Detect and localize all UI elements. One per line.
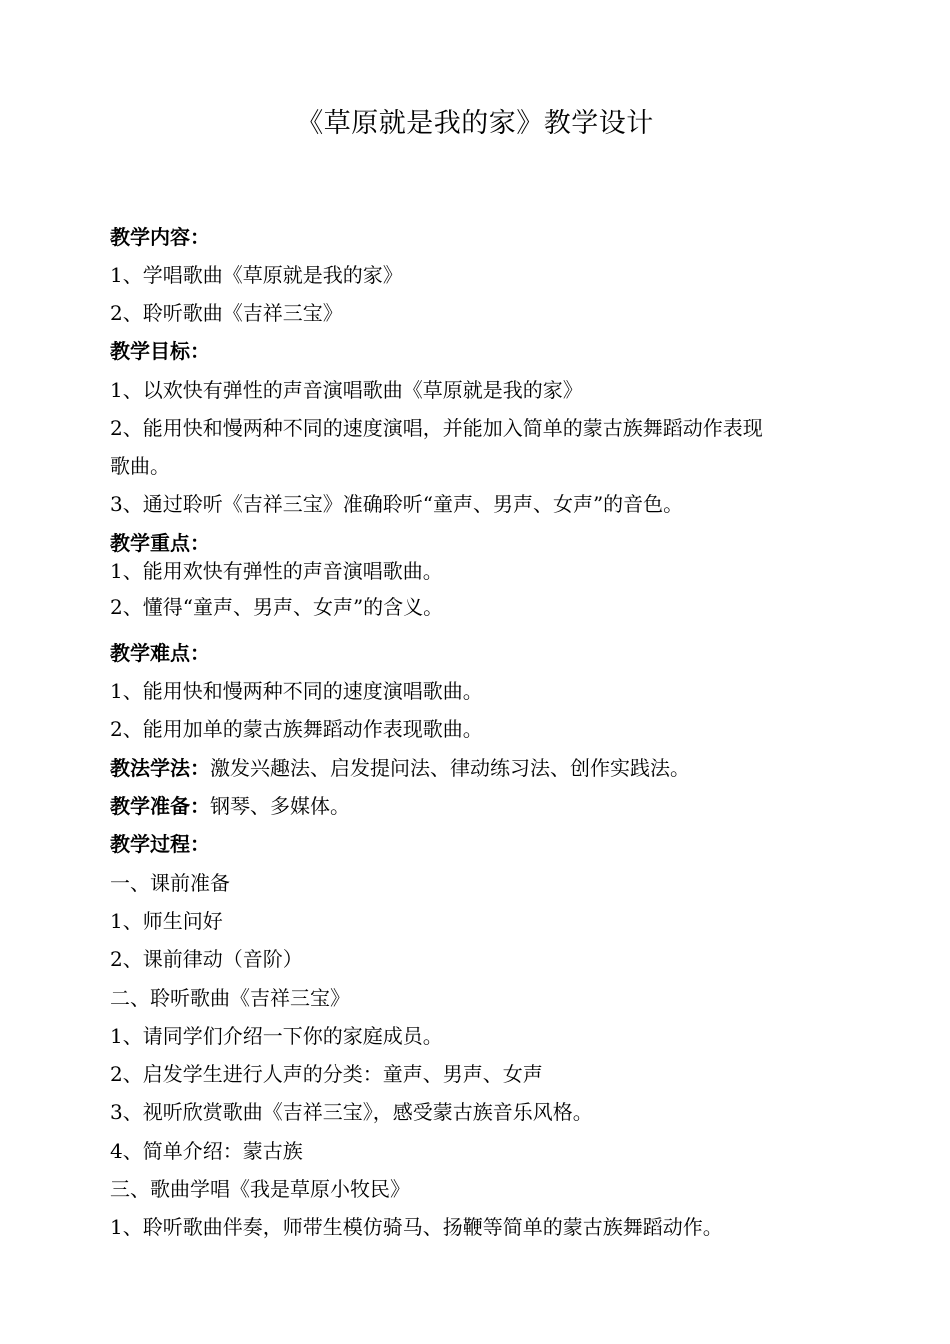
process-line: 4、简单介绍：蒙古族 bbox=[110, 1139, 303, 1163]
goal-item: 3、通过聆听《吉祥三宝》准确聆听“童声、男声、女声”的音色。 bbox=[110, 492, 684, 516]
process-line: 一、课前准备 bbox=[110, 871, 230, 895]
difficulty-item: 2、能用加单的蒙古族舞蹈动作表现歌曲。 bbox=[110, 717, 483, 741]
process-line: 1、师生问好 bbox=[110, 909, 223, 933]
process-line: 2、启发学生进行人声的分类：童声、男声、女声 bbox=[110, 1062, 543, 1086]
document-title: 《草原就是我的家》教学设计 bbox=[296, 108, 654, 139]
section-heading-difficulties: 教学难点： bbox=[110, 641, 210, 665]
process-line: 二、聆听歌曲《吉祥三宝》 bbox=[110, 986, 350, 1010]
process-line: 1、聆听歌曲伴奏，师带生模仿骑马、扬鞭等简单的蒙古族舞蹈动作。 bbox=[110, 1215, 723, 1239]
content-item: 2、聆听歌曲《吉祥三宝》 bbox=[110, 301, 343, 325]
process-line: 2、课前律动（音阶） bbox=[110, 947, 303, 971]
preparation-line bbox=[110, 792, 870, 820]
section-heading-goals: 教学目标： bbox=[110, 339, 210, 363]
goal-item-continued: 歌曲。 bbox=[110, 454, 170, 478]
process-line: 三、歌曲学唱《我是草原小牧民》 bbox=[110, 1177, 410, 1201]
section-heading-content: 教学内容： bbox=[110, 225, 210, 249]
content-item: 1、学唱歌曲《草原就是我的家》 bbox=[110, 263, 403, 287]
process-line: 1、请同学们介绍一下你的家庭成员。 bbox=[110, 1024, 443, 1048]
methods-text: 激发兴趣法、启发提问法、律动练习法、创作实践法。 bbox=[210, 756, 690, 780]
preparation-text: 钢琴、多媒体。 bbox=[210, 794, 350, 818]
section-heading-key-points: 教学重点： bbox=[110, 531, 210, 555]
key-point-item: 2、懂得“童声、男声、女声”的含义。 bbox=[110, 595, 444, 619]
process-line: 3、视听欣赏歌曲《吉祥三宝》，感受蒙古族音乐风格。 bbox=[110, 1100, 593, 1124]
preparation-label: 教学准备： bbox=[110, 794, 210, 818]
difficulty-item: 1、能用快和慢两种不同的速度演唱歌曲。 bbox=[110, 679, 483, 703]
methods-line bbox=[110, 754, 870, 782]
goal-item: 1、以欢快有弹性的声音演唱歌曲《草原就是我的家》 bbox=[110, 378, 583, 402]
goal-item: 2、能用快和慢两种不同的速度演唱，并能加入简单的蒙古族舞蹈动作表现 bbox=[110, 416, 763, 440]
section-heading-process: 教学过程： bbox=[110, 832, 210, 856]
key-point-item: 1、能用欢快有弹性的声音演唱歌曲。 bbox=[110, 559, 443, 583]
methods-label: 教法学法： bbox=[110, 756, 210, 780]
